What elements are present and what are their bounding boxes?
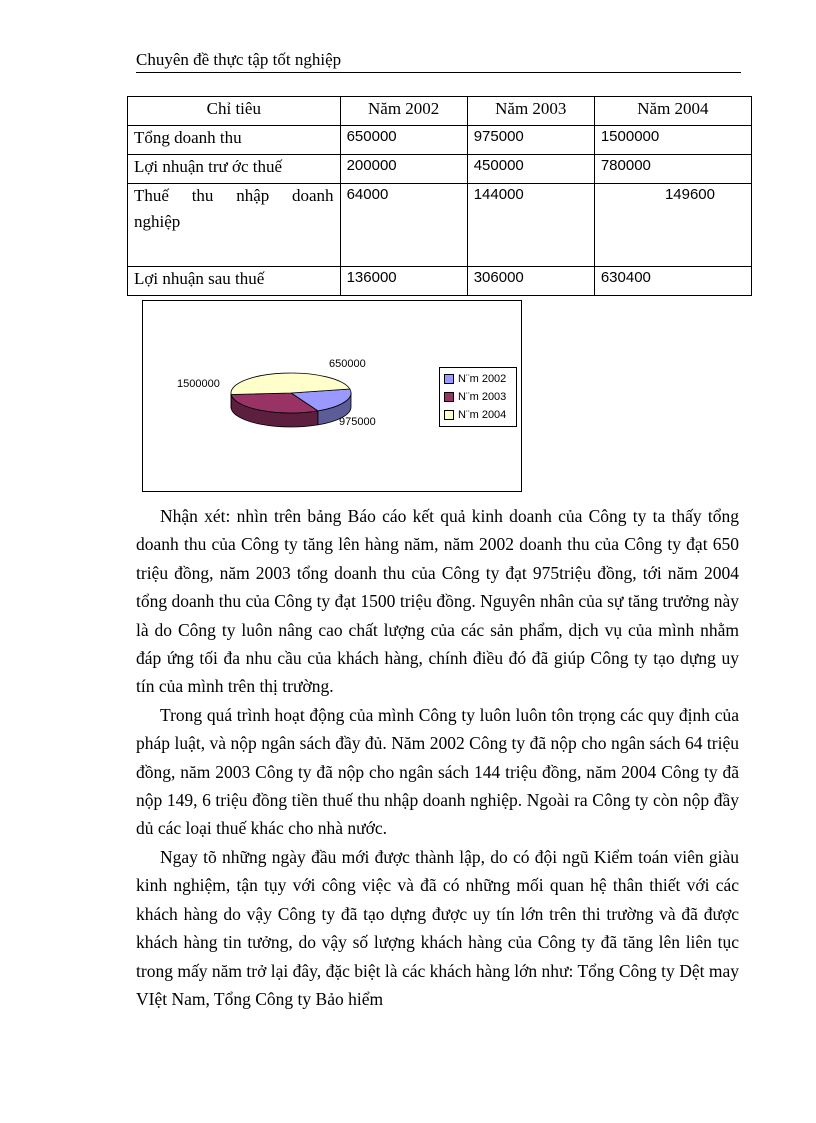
table-cell: 136000 [340, 267, 467, 296]
legend-item [444, 388, 516, 406]
table-cell: 450000 [467, 155, 594, 184]
row-label: Tổng doanh thu [128, 126, 341, 155]
table-cell: 64000 [340, 184, 467, 267]
table-row [128, 126, 752, 155]
row-label-word: nhập [236, 186, 270, 205]
legend-label: N¨m 2002 [458, 373, 507, 385]
data-label-2002: 650000 [329, 358, 366, 370]
row-label-word: thu [191, 186, 214, 205]
table-cell: 200000 [340, 155, 467, 184]
table-cell: 975000 [467, 126, 594, 155]
column-header: Năm 2003 [467, 97, 594, 126]
legend-swatch [444, 392, 454, 402]
row-label-line: nghiệp [134, 212, 181, 231]
row-label: Lợi nhuận sau thuế [128, 267, 341, 296]
column-header: Năm 2002 [340, 97, 467, 126]
table-row [128, 184, 752, 267]
legend-label: N¨m 2004 [458, 409, 507, 421]
row-label-word: Thuế [134, 186, 169, 205]
paragraph: Trong quá trình hoạt động của mình Công ty luôn luôn tôn trọng các quy định của pháp luật, và nộp ngân sách đầy đủ. Năm 2002 Công ty đã nộp cho ngân sách 64 triệu đồng, năm 2003 Công ty đã nộp cho ngân sách 144 triệu đồng, năm 2004 Công ty đã nộp 149, 6 triệu đồng tiền thuế thu nhập doanh nghiệp. Ngoài ra Công ty còn nộp đầy dủ các loại thuế khác cho nhà nước. [136, 704, 739, 839]
row-label [128, 184, 341, 267]
financial-table [127, 96, 752, 296]
table-cell: 1500000 [594, 126, 751, 155]
table-row [128, 155, 752, 184]
column-header: Năm 2004 [594, 97, 751, 126]
legend-swatch [444, 374, 454, 384]
row-label-word: doanh [292, 186, 334, 205]
data-label-2004: 1500000 [177, 378, 220, 390]
legend-item [444, 406, 516, 424]
header-title: Chuyên đề thực tập tốt nghiệp [136, 50, 342, 69]
chart-legend [439, 367, 517, 427]
table-cell: 630400 [594, 267, 751, 296]
table-cell: 650000 [340, 126, 467, 155]
table-header-row [128, 97, 752, 126]
paragraph: Nhận xét: nhìn trên bảng Báo cáo kết quả kinh doanh của Công ty ta thấy tổng doanh thu của Công ty tăng lên hàng năm, năm 2002 doanh thu của Công ty đạt 650 triệu đồng, năm 2003 tổng doanh thu của Công ty đạt 975triệu đồng, tới năm 2004 tổng doanh thu của Công ty đạt 1500 triệu đồng. Nguyên nhân của sự tăng trưởng này là do Công ty luôn nâng cao chất lượng của các sản phẩm, dịch vụ của mình nhằm đáp ứng tối đa nhu cầu của khách hàng, chính điều đó đã giúp Công ty tạo dựng uy tín của mình trên thị trường. [136, 506, 739, 697]
column-header: Chỉ tiêu [128, 97, 341, 126]
table-cell: 144000 [467, 184, 594, 267]
legend-label: N¨m 2003 [458, 391, 507, 403]
row-label: Lợi nhuận trư ớc thuế [128, 155, 341, 184]
paragraph: Ngay tõ những ngày đầu mới được thành lập, do có đội ngũ Kiểm toán viên giàu kinh nghiệm, tận tụy với công việc và đã có những mối quan hệ thân thiết với các khách hàng do vậy Công ty đã tạo dựng được uy tín lớn trên thi trường và đã được khách hàng tin tưởng, do vậy số lượng khách hàng của Công ty đã tăng lên liên tục trong mấy năm trở lại đây, đặc biệt là các khách hàng lớn như: Tổng Công ty Dệt may VIệt Nam, Tổng Công ty Bảo hiểm [136, 846, 739, 1009]
legend-item [444, 370, 516, 388]
row-label-line [134, 186, 334, 206]
table-cell: 306000 [467, 267, 594, 296]
body-text [136, 502, 739, 1013]
pie-chart [142, 300, 522, 492]
table-cell: 780000 [594, 155, 751, 184]
table-row [128, 267, 752, 296]
legend-swatch [444, 410, 454, 420]
data-label-2003: 975000 [339, 416, 376, 428]
page-header [136, 48, 741, 73]
table-cell: 149600 [594, 184, 751, 267]
